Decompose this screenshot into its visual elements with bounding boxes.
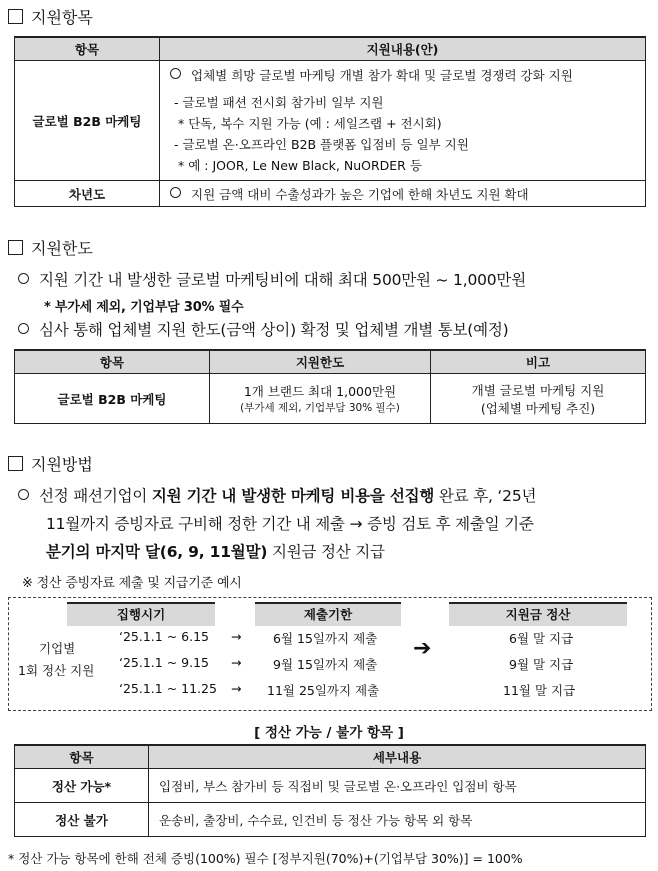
note-cell (431, 374, 646, 424)
row-label-global-b2b: 글로벌 B2B 마케팅 (15, 61, 160, 181)
next-year-content: 지원 금액 대비 수출성과가 높은 기업에 한해 차년도 지원 확대 (160, 181, 646, 207)
flow-deadline-3: 11월 25일까지 제출 (267, 683, 380, 698)
checkbox-square-icon (8, 240, 23, 255)
flow-small-arrow-icon: → (231, 681, 242, 696)
settlement-example-box (8, 597, 652, 711)
settle-impossible-detail: 운송비, 출장비, 수수료, 인건비 등 정산 가능 항목 외 항목 (149, 803, 646, 837)
header-item: 항목 (15, 37, 160, 61)
header-content: 지원내용(안) (160, 37, 646, 61)
flow-deadline-1: 6월 15일까지 제출 (273, 631, 378, 646)
content-sub-line: - 글로벌 온·오프라인 B2B 플랫폼 입점비 등 일부 지원 (174, 137, 469, 152)
flow-pay-2: 9월 말 지급 (509, 657, 574, 672)
flow-header-deadline: 제출기한 (255, 602, 401, 626)
settle-possible-detail: 입점비, 부스 참가비 등 직접비 및 글로벌 온·오프라인 입점비 항목 (149, 769, 646, 803)
flow-deadline-2: 9월 15일까지 제출 (273, 657, 378, 672)
limit-main: 1개 브랜드 최대 1,000만원 (243, 384, 397, 399)
checkbox-square-icon (8, 9, 23, 24)
content-main-line: 업체별 희망 글로벌 마케팅 개별 참가 확대 및 글로벌 경쟁력 강화 지원 (170, 65, 645, 86)
circle-bullet-icon (170, 187, 181, 198)
limit-note: * 부가세 제외, 기업부담 30% 필수 (44, 300, 244, 315)
row-label-settle-possible: 정산 가능* (15, 769, 149, 803)
flow-header-period: 집행시기 (67, 602, 215, 626)
settlement-items-title: [ 정산 가능 / 불가 항목 ] (254, 725, 404, 741)
big-arrow-icon: ➔ (413, 636, 432, 661)
group-label-1: 기업별 (39, 641, 76, 656)
flow-small-arrow-icon: → (231, 629, 242, 644)
header-detail: 세부내용 (149, 745, 646, 769)
support-items-table (14, 36, 646, 207)
circle-bullet-icon (18, 273, 29, 284)
flow-small-arrow-icon: → (231, 655, 242, 670)
footnote: * 정산 가능 항목에 한해 전체 증빙(100%) 필수 [정부지원(70%)+(기업부담 30%)] = 100% (8, 851, 523, 866)
method-paragraph-line-1: 선정 패션기업이 지원 기간 내 발생한 마케팅 비용을 선집행 완료 후, ‘25년 (18, 484, 536, 506)
flow-pay-3: 11월 말 지급 (503, 683, 576, 698)
circle-bullet-icon (18, 489, 29, 500)
section-title-support-method: 지원방법 (8, 452, 93, 475)
flow-period-1: ‘25.1.1 ~ 6.15 (119, 629, 209, 644)
reference-note: ※ 정산 증빙자료 제출 및 지급기준 예시 (22, 576, 242, 591)
header-item: 항목 (15, 745, 149, 769)
flow-pay-1: 6월 말 지급 (509, 631, 574, 646)
flow-header-settlement: 지원금 정산 (449, 602, 627, 626)
method-paragraph-line-2: 11월까지 증빙자료 구비해 정한 기간 내 제출 → 증빙 검토 후 제출일 기준 (46, 515, 534, 533)
note-sub: (업체별 마케팅 추진) (480, 400, 596, 416)
header-note: 비고 (431, 350, 646, 374)
content-sub-line: - 글로벌 패션 전시회 참가비 일부 지원 (174, 95, 384, 110)
note-main: 개별 글로벌 마케팅 지원 (471, 382, 605, 398)
content-sub-line: * 단독, 복수 지원 가능 (예 : 세일즈랩 + 전시회) (178, 116, 442, 131)
checkbox-square-icon (8, 456, 23, 471)
group-label-2: 1회 정산 지원 (18, 663, 95, 678)
flow-period-3: ‘25.1.1 ~ 11.25 (119, 681, 217, 696)
limit-bullet-2: 심사 통해 업체별 지원 한도(금액 상이) 확정 및 업체별 개별 통보(예정) (18, 318, 509, 340)
settlement-items-table (14, 744, 646, 837)
support-limit-table (14, 349, 646, 424)
content-sub-line: * 예 : JOOR, Le New Black, NuORDER 등 (178, 158, 422, 173)
limit-sub: (부가세 제외, 기업부담 30% 필수) (240, 402, 400, 414)
section-title-support-limit: 지원한도 (8, 236, 93, 259)
circle-bullet-icon (170, 68, 181, 79)
header-item: 항목 (15, 350, 210, 374)
header-limit: 지원한도 (210, 350, 431, 374)
circle-bullet-icon (18, 323, 29, 334)
row-label-settle-impossible: 정산 불가 (15, 803, 149, 837)
limit-bullet-1: 지원 기간 내 발생한 글로벌 마케팅비에 대해 최대 500만원 ~ 1,000만원 (18, 268, 526, 290)
method-paragraph-line-3: 분기의 마지막 달(6, 9, 11월말) 지원금 정산 지급 (46, 543, 385, 561)
section-title-support-items: 지원항목 (8, 5, 93, 28)
row-label-global-b2b: 글로벌 B2B 마케팅 (15, 374, 210, 424)
limit-cell (210, 374, 431, 424)
row-label-next-year: 차년도 (15, 181, 160, 207)
flow-period-2: ‘25.1.1 ~ 9.15 (119, 655, 209, 670)
